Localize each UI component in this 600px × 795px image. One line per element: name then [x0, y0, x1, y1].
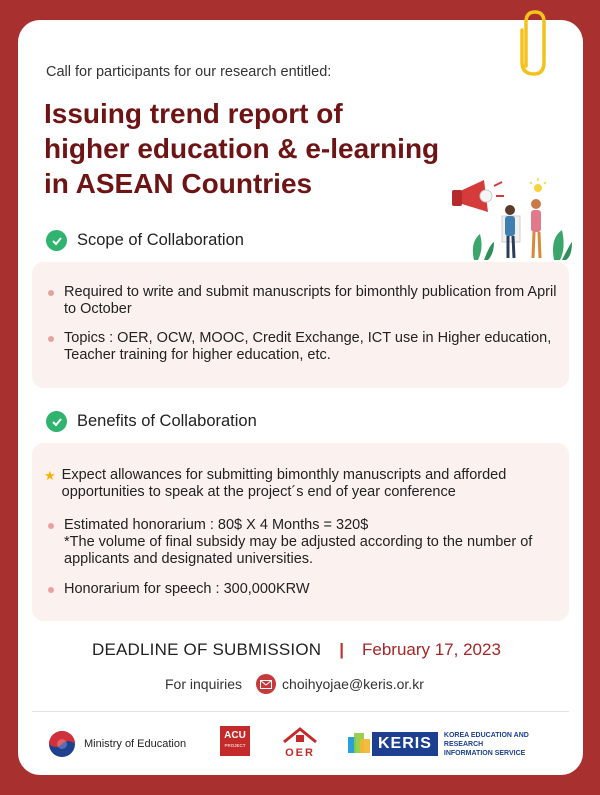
benefits-heading — [46, 411, 257, 432]
star-icon: ★ — [44, 468, 56, 483]
ministry-logo — [48, 726, 186, 762]
check-circle-icon — [46, 230, 67, 251]
benefits-heading-text: Benefits of Collaboration — [77, 412, 257, 430]
paperclip-icon — [516, 8, 550, 78]
keris-emblem-icon — [346, 731, 372, 757]
list-item: Required to write and submit manuscripts for bimonthly publication from April to October — [62, 284, 562, 318]
bullet-dot-icon — [48, 290, 54, 296]
megaphone-illustration-icon — [450, 172, 574, 264]
list-item: Topics : OER, OCW, MOOC, Credit Exchange, ICT use in Higher education, Teacher training for higher education, etc. — [62, 330, 562, 364]
title-line-1: Issuing trend report of — [44, 98, 343, 129]
keris-subtitle: KOREA EDUCATION AND RESEARCH INFORMATION SERVICE — [443, 731, 529, 757]
oer-logo: OER — [282, 726, 318, 762]
ministry-emblem-icon — [48, 730, 76, 758]
deadline-label: DEADLINE OF SUBMISSION — [92, 640, 322, 659]
keris-logo — [346, 726, 548, 762]
inquiry-label: For inquiries — [165, 676, 243, 692]
inquiry-email-link[interactable]: choihyojae@keris.or.kr — [282, 676, 424, 692]
scope-heading — [46, 230, 244, 251]
benefits-box — [32, 443, 569, 621]
footer-divider — [32, 711, 569, 712]
list-item: Honorarium for speech : 300,000KRW — [62, 581, 562, 598]
keris-wordmark: KERIS — [372, 732, 438, 756]
intro-text: Call for participants for our research entitled: — [46, 64, 332, 80]
deadline-date: February 17, 2023 — [361, 640, 501, 659]
deadline-separator: | — [339, 640, 344, 659]
deadline — [92, 640, 501, 660]
scope-box — [32, 262, 569, 388]
list-item: ★ Expect allowances for submitting bimonthly manuscripts and afforded opportunities to speak at the project´s end of year conference — [44, 467, 507, 500]
bullet-dot-icon — [48, 336, 54, 342]
house-icon — [282, 726, 318, 744]
title-line-2: higher education & e-learning — [44, 133, 440, 164]
list-item: Estimated honorarium : 80$ X 4 Months = 320$ *The volume of final subsidy may be adjusted according to the number of applicants and designated universities. — [62, 517, 562, 568]
mail-icon — [256, 674, 276, 694]
page-title — [44, 96, 439, 201]
check-circle-icon — [46, 411, 67, 432]
bullet-dot-icon — [48, 587, 54, 593]
ministry-label: Ministry of Education — [84, 738, 187, 750]
acu-logo: ACU PROJECT — [220, 726, 250, 762]
inquiry — [165, 674, 424, 694]
bullet-dot-icon — [48, 523, 54, 529]
scope-heading-text: Scope of Collaboration — [77, 231, 244, 249]
title-line-3: in ASEAN Countries — [44, 168, 313, 199]
